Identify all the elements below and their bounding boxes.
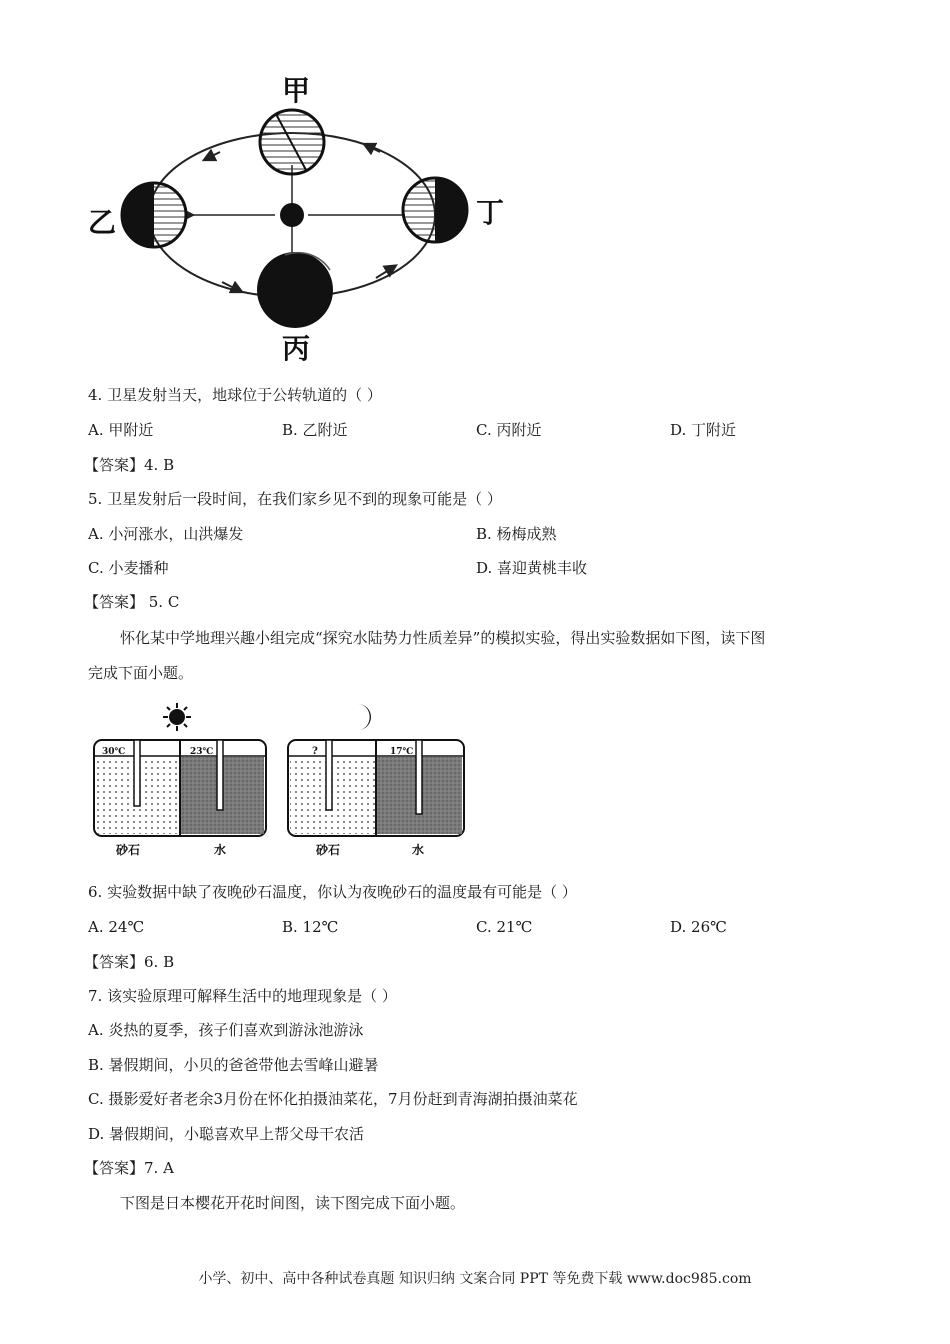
q6-option-a: A. 24℃ <box>88 918 145 936</box>
q7-option-c: C. 摄影爱好者老余3月份在怀化拍摄油菜花，7月份赶到青海湖拍摄油菜花 <box>88 1090 578 1108</box>
earth-bing <box>257 252 333 328</box>
q4-option-a: A. 甲附近 <box>88 421 154 439</box>
experiment-diagram <box>90 700 480 860</box>
sun-icon <box>163 703 191 731</box>
orbit-arrow <box>208 152 220 158</box>
q7-stem: 7. 该实验原理可解释生活中的地理现象是（ ） <box>88 987 397 1005</box>
q5-option-b: B. 杨梅成熟 <box>476 525 557 543</box>
label-bing: 丙 <box>282 332 311 365</box>
day-sand-label: 砂石 <box>116 843 141 857</box>
earth-yi <box>122 183 186 247</box>
earth-ding <box>403 178 467 242</box>
q7-option-d: D. 暑假期间，小聪喜欢早上帮父母干农活 <box>88 1125 365 1143</box>
label-ding: 丁 <box>476 196 505 229</box>
q6-option-b: B. 12℃ <box>282 918 339 936</box>
q4-option-c: C. 丙附近 <box>476 421 542 439</box>
earth-jia <box>260 110 324 174</box>
night-sand-label: 砂石 <box>316 843 341 857</box>
q7-answer: 【答案】7. A <box>84 1159 174 1177</box>
sun <box>280 203 304 227</box>
sakura-intro: 下图是日本樱花开花时间图，读下图完成下面小题。 <box>120 1194 466 1212</box>
page-footer: 小学、初中、高中各种试卷真题 知识归纳 文案合同 PPT 等免费下载 www.doc985.com <box>198 1271 752 1287</box>
q5-option-a: A. 小河涨水，山洪爆发 <box>88 525 244 543</box>
q5-answer: 【答案】 5. C <box>84 593 180 611</box>
orbit-arrow <box>376 268 392 278</box>
q7-option-a: A. 炎热的夏季，孩子们喜欢到游泳池游泳 <box>88 1021 364 1039</box>
night-sand-temp: ? <box>312 746 318 757</box>
day-water-temp: 23℃ <box>190 747 214 757</box>
experiment-intro-line2: 完成下面小题。 <box>88 664 194 682</box>
q5-stem: 5. 卫星发射后一段时间，在我们家乡见不到的现象可能是（ ） <box>88 490 502 508</box>
day-sand-temp: 30℃ <box>102 747 126 757</box>
q4-option-b: B. 乙附近 <box>282 421 348 439</box>
q6-option-d: D. 26℃ <box>670 918 727 936</box>
q6-option-c: C. 21℃ <box>476 918 533 936</box>
q6-stem: 6. 实验数据中缺了夜晚砂石温度，你认为夜晚砂石的温度最有可能是（ ） <box>88 883 577 901</box>
q7-option-b: B. 暑假期间，小贝的爸爸带他去雪峰山避暑 <box>88 1056 379 1074</box>
moon-icon <box>358 704 371 730</box>
q4-answer: 【答案】4. B <box>84 456 175 474</box>
experiment-intro-line1: 怀化某中学地理兴趣小组完成“探究水陆势力性质差异”的模拟实验，得出实验数据如下图，读下图 <box>120 629 766 647</box>
q5-option-c: C. 小麦播种 <box>88 559 169 577</box>
day-water-label: 水 <box>214 843 227 857</box>
earth-orbit-diagram <box>80 70 540 370</box>
label-yi: 乙 <box>88 206 117 239</box>
night-water-temp: 17℃ <box>390 747 414 757</box>
q4-option-d: D. 丁附近 <box>670 421 737 439</box>
q6-answer: 【答案】6. B <box>84 953 175 971</box>
label-jia: 甲 <box>282 74 311 107</box>
night-water-label: 水 <box>412 843 425 857</box>
q4-stem: 4. 卫星发射当天，地球位于公转轨道的（ ） <box>88 386 382 404</box>
q5-option-d: D. 喜迎黄桃丰收 <box>476 559 588 577</box>
